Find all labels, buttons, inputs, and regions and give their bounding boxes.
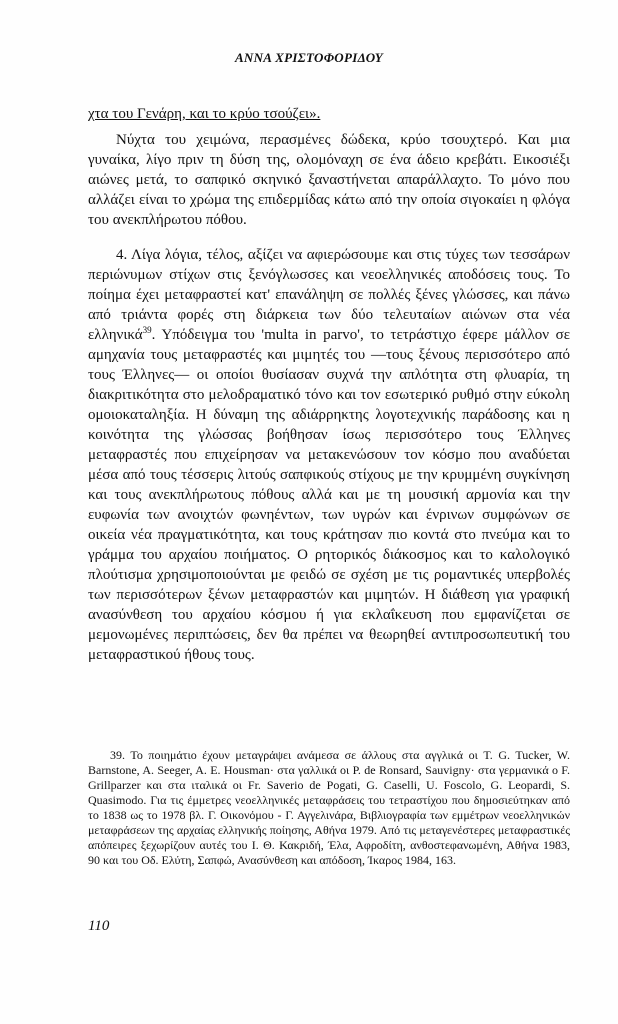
footnote-reference: 39: [142, 325, 152, 335]
page-number: 110: [88, 918, 110, 934]
continuation-text: χτα του Γενάρη, και το κρύο τσούζει».: [88, 106, 321, 122]
body-paragraph-3: [88, 245, 570, 665]
paragraph-3-part-1: 4. Λίγα λόγια, τέλος, αξίζει να αφιερώσουμε και στις τύχες των τεσσάρων περιώνυμων στίχων στις ξενόγλωσσες και νεοελληνικές αποδόσεις τους. Το ποίημα έχει μεταφραστεί κατ' επανάληψη σε πολλές ξένες γλώσσες, και πάνω από τριάντα φορές στη διάρκεια των δύο τελευταίων αιώνων στα νέα ελληνικά: [88, 247, 570, 343]
running-title: ΑΝΝΑ ΧΡΙΣΤΟΦΟΡΙΔΟΥ: [234, 50, 384, 65]
paragraph-3-part-2: . Υπόδειγμα του 'multa in parvo', το τετράστιχο έφερε μάλλον σε αμηχανία τους μεταφραστές και μιμητές του —τους ξένους περισσότερο από τους Έλληνες— οι οποίοι θυσίασαν συχνά την απλότητα στη φλυαρία, τη διακριτικότητα στο μελοδραματικό τόνο και τον εσωτερικό ρυθμό στην εύκολη ομοιοκαταληξία. Η δύναμη της αδιάρρηκτης λογοτεχνικής παράδοσης και η κοινότητα της γλώσσας βοήθησαν ίσως περισσότερο τους Έλληνες μεταφραστές που επιχείρησαν να μετακενώσουν τον κόσμο που αναδύεται μέσα από τους τέσσερις λιτούς σαπφικούς στίχους με την κρυμμένη συγκίνηση και τους ανεκπλήρωτους πόθους αλλά και με τη μουσική αρμονία και την ευφωνία των ανοιχτών φωνηέντων, των υγρών και ένρινων συμφώνων σε οικεία νέα πραγματικότητα, και τους κράτησαν πιο κοντά στο πνεύμα και το γράμμα του αρχαίου ποιήματος. Ο ρητορικός διάκοσμος και το καλολογικό πλούτισμα χρησιμοποιούνται με φειδώ σε σχέση με τις ρομαντικές υπερβολές των περισσότερων ξένων μεταφραστών και μιμητών. Η διάθεση για γραφική ανασύνθεση του αρχαίου κόσμου ή για εκλαΐκευση που εμφανίζεται σε μεμονωμένες περιπτώσεις, δεν θα πρέπει να θεωρηθεί αντιπροσωπευτική του μεταφραστικού ήθους τους.: [88, 327, 570, 663]
continuation-line: [88, 104, 570, 124]
footnote: 39. Το ποιημάτιο έχουν μεταγράψει ανάμεσα σε άλλους στα αγγλικά οι T. G. Tucker, W. Barnstone, A. Seeger, A. E. Housman· στα γαλλικά οι P. de Ronsard, Sauvigny· στα γερμανικά ο F. Grillparzer και στα ιταλικά οι Fr. Saverio de Pogati, G. Caselli, U. Foscolo, G. Leopardi, S. Quasimodo. Για τις έμμετρες νεοελληνικές μεταφράσεις του τετραστίχου που δημοσιεύτηκαν από το 1838 ως το 1978 βλ. Γ. Οικονόμου - Γ. Αγγελινάρα, Βιβλιογραφία των εμμέτρων νεοελληνικών μεταφράσεων της αρχαίας ελληνικής ποίησης, Αθήνα 1979. Από τις μεταγενέστερες μεταφραστικές απόπειρες ξεχωρίζουν αυτές του Ι. Θ. Κακριδή, Έλα, Αφροδίτη, ανθοστεφανωμένη, Αθήνα 1983, 90 και του Οδ. Ελύτη, Σαπφώ, Ανασύνθεση και απόδοση, Ίκαρος 1984, 163.: [88, 748, 570, 867]
body-paragraph-2: Νύχτα του χειμώνα, περασμένες δώδεκα, κρύο τσουχτερό. Και μια γυναίκα, λίγο πριν τη δύση της, ολομόναχη σε ένα άδειο κρεβάτι. Εικοσιέξι αιώνες μετά, το σαπφικό σκηνικό ξαναστήνεται απαράλλαχτο. Το μόνο που αλλάζει είναι το χρώμα της επιδερμίδας κάτω από την οποία σιγοκαίει η φλόγα του ανεκπλήρωτου πόθου.: [88, 132, 570, 228]
